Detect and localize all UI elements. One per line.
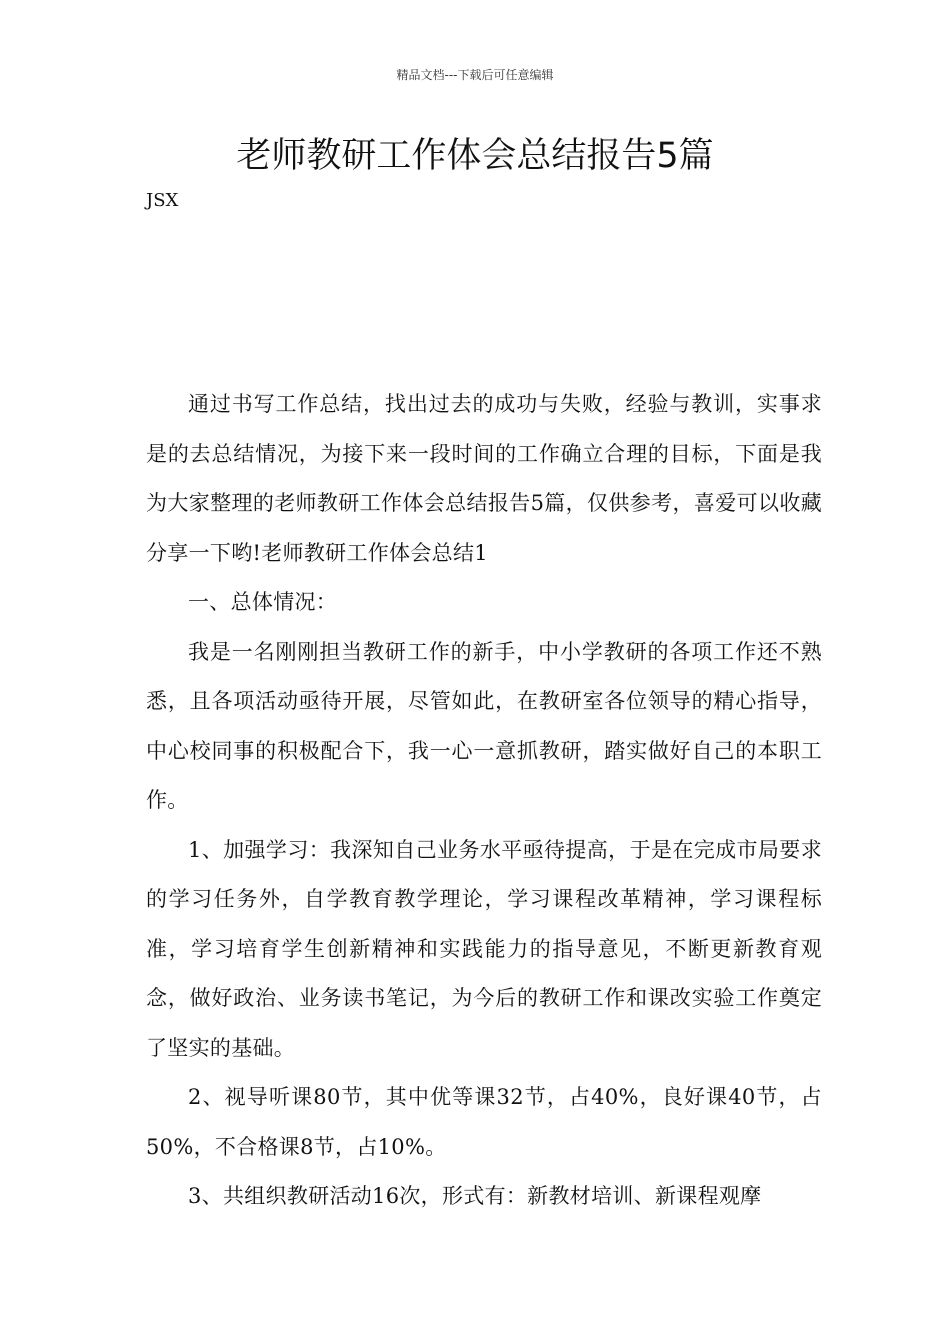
document-code: JSX: [146, 190, 179, 211]
paragraph-section-heading: 一、总体情况：: [188, 590, 338, 614]
paragraph-intro: 通过书写工作总结，找出过去的成功与失败，经验与教训，实事求是的去总结情况，为接下来一段时间的工作确立合理的目标，下面是我为大家整理的老师教研工作体会总结报告5篇，仅供参考，喜爱可以收藏分享一下哟!老师教研工作体会总结1: [146, 392, 822, 565]
paragraph-item-2: 2、视导听课80节，其中优等课32节，占40%，良好课40节，占50%，不合格课8节，占10%。: [146, 1085, 822, 1159]
paragraph-item-3: 3、共组织教研活动16次，形式有：新教材培训、新课程观摩: [188, 1184, 762, 1208]
paragraph-item-1: 1、加强学习：我深知自己业务水平亟待提高，于是在完成市局要求的学习任务外，自学教育教学理论，学习课程改革精神，学习课程标准，学习培育学生创新精神和实践能力的指导意见，不断更新教育观念，做好政治、业务读书笔记，为今后的教研工作和课改实验工作奠定了坚实的基础。: [146, 837, 822, 1060]
paragraph-overview: 我是一名刚刚担当教研工作的新手，中小学教研的各项工作还不熟悉，且各项活动亟待开展，尽管如此，在教研室各位领导的精心指导，中心校同事的积极配合下，我一心一意抓教研，踏实做好自己的本职工作。: [146, 639, 822, 812]
header-note: 精品文档---下载后可任意编辑: [396, 68, 554, 82]
document-title: 老师教研工作体会总结报告5篇: [236, 136, 714, 176]
document-body: [146, 380, 822, 1222]
